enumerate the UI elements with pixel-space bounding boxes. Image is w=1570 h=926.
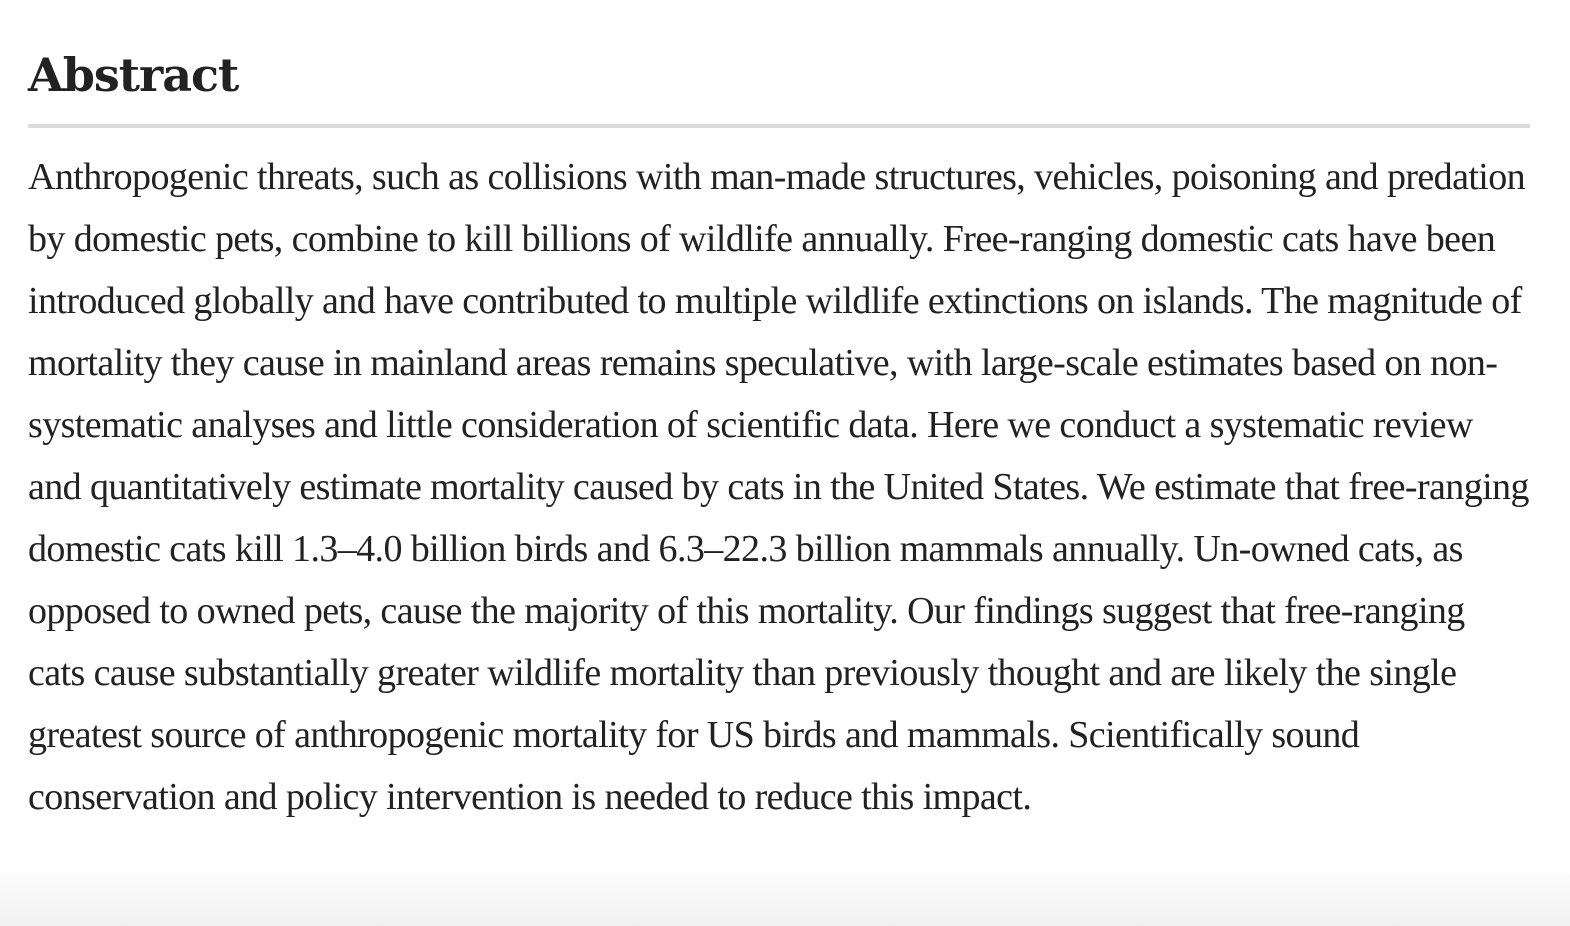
abstract-section [28, 40, 1530, 828]
abstract-body: Anthropogenic threats, such as collisions with man-made structures, vehicles, poisoning and predation by domestic pets, combine to kill billions of wildlife annually. Free-ranging domestic cats have been introduced globally and have contributed to multiple wildlife extinctions on islands. The magnitude of mortality they cause in mainland areas remains speculative, with large-scale estimates based on non-systematic analyses and little consideration of scientific data. Here we conduct a systematic review and quantitatively estimate mortality caused by cats in the United States. We estimate that free-ranging domestic cats kill 1.3–4.0 billion birds and 6.3–22.3 billion mammals annually. Un-owned cats, as opposed to owned pets, cause the majority of this mortality. Our findings suggest that free-ranging cats cause substantially greater wildlife mortality than previously thought and are likely the single greatest source of anthropogenic mortality for US birds and mammals. Scientifically sound conservation and policy intervention is needed to reduce this impact. [28, 156, 1529, 818]
abstract-heading: Abstract [28, 40, 1530, 128]
bottom-fade [0, 866, 1570, 926]
